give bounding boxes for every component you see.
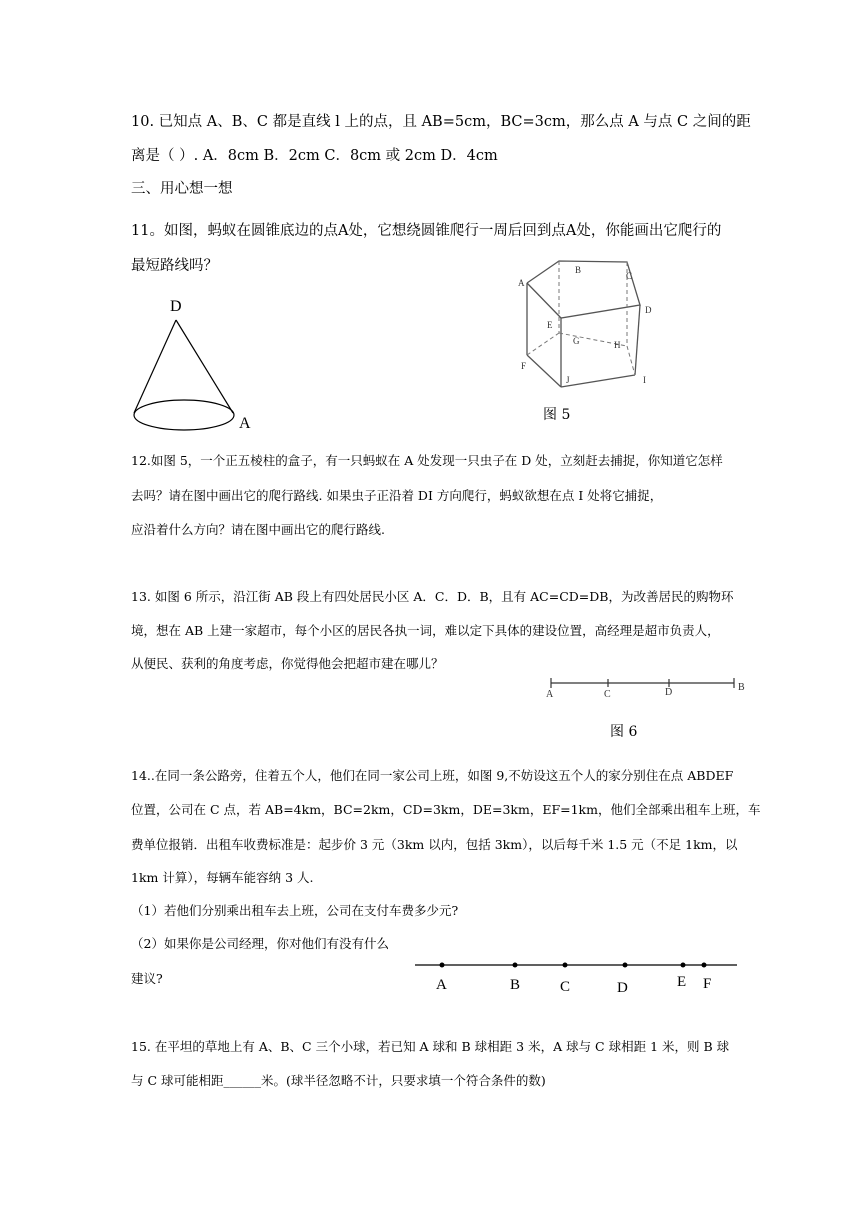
fig6-label-c: C [604,689,611,700]
cone-label-d: D [170,298,182,315]
fig6-label-b: B [738,682,745,693]
prism-label-b: B [575,265,582,275]
prism-label-c: C [626,271,633,281]
q14-sub-3: 建议? [131,971,163,986]
prism-label-g: G [573,336,580,346]
road-label-b: B [510,977,521,993]
q14-sub-2: （2）如果你是公司经理，你对他们有没有什么 [131,936,389,951]
q15-line-2: 与 C 球可能相距______米。(球半径忽略不计，只要求填一个符合条件的数) [131,1073,546,1088]
q12-line-2: 去吗？请在图中画出它的爬行路线. 如果虫子正沿着 DI 方向爬行，蚂蚁欲想在点 I 处将它捕捉， [131,488,663,503]
q13-line-1: 13. 如图 6 所示，沿江街 AB 段上有四处居民小区 A．C．D．B，且有 AC=CD=DB，为改善居民的购物环 [131,589,734,604]
fig6-label-a: A [546,689,554,700]
q14-line-1: 14..在同一条公路旁，住着五个人，他们在同一家公司上班，如图 9,不妨设这五个人的家分别住在点 ABDEF [131,768,734,783]
prism-label-j: J [566,375,570,385]
q14-line-4: 1km 计算），每辆车能容纳 3 人. [131,870,314,885]
q13-line-3: 从便民、获利的角度考虑，你觉得他会把超市建在哪儿？ [131,656,444,671]
q12-line-1: 12.如图 5，一个正五棱柱的盒子，有一只蚂蚁在 A 处发现一只虫子在 D 处，立刻赶去捕捉，你知道它怎样 [131,453,723,468]
prism-label-h: H [614,340,621,350]
road-label-a: A [436,977,447,993]
q11-line-1: 11。如图，蚂蚁在圆锥底边的点A处，它想绕圆锥爬行一周后回到点A处，你能画出它爬行的 [131,223,722,239]
fig5-caption: 图 5 [543,407,571,423]
q10-line-1: 10. 已知点 A、B、C 都是直线 l 上的点，且 AB=5cm，BC=3cm，那么点 A 与点 C 之间的距 [131,114,751,130]
q14-line-3: 费单位报销．出租车收费标准是：起步价 3 元（3km 以内，包括 3km），以后每千米 1.5 元（不足 1km，以 [131,837,738,852]
prism-label-a: A [518,278,525,288]
cone-label-a: A [239,415,251,432]
prism-label-f: F [521,361,527,371]
q14-sub-1: （1）若他们分别乘出租车去上班，公司在支付车费多少元? [131,903,459,918]
q10-line-2: 离是（ ）. A．8cm B．2cm C．8cm 或 2cm D．4cm [131,148,498,164]
q11-line-2: 最短路线吗？ [131,258,218,274]
prism-label-d: D [645,305,652,315]
section-heading: 三、用心想一想 [131,181,233,197]
prism-label-i: I [643,375,646,385]
q13-line-2: 境，想在 AB 上建一家超市，每个小区的居民各执一词，难以定下具体的建设位置，高经理是超市负责人， [131,623,720,638]
q15-line-1: 15. 在平坦的草地上有 A、B、C 三个小球，若已知 A 球和 B 球相距 3 米，A 球与 C 球相距 1 米，则 B 球 [131,1039,730,1054]
fig6-label-d: D [665,687,673,698]
road-label-e: E [677,974,687,990]
road-label-d: D [617,980,628,996]
q12-line-3: 应沿着什么方向？请在图中画出它的爬行路线. [131,522,385,537]
prism-label-e: E [547,320,553,330]
road-label-c: C [560,979,571,995]
road-label-f: F [703,976,712,992]
q14-line-2: 位置，公司在 C 点，若 AB=4km，BC=2km，CD=3km，DE=3km，EF=1km，他们全部乘出租车上班，车 [131,802,761,817]
fig6-caption: 图 6 [610,724,638,740]
